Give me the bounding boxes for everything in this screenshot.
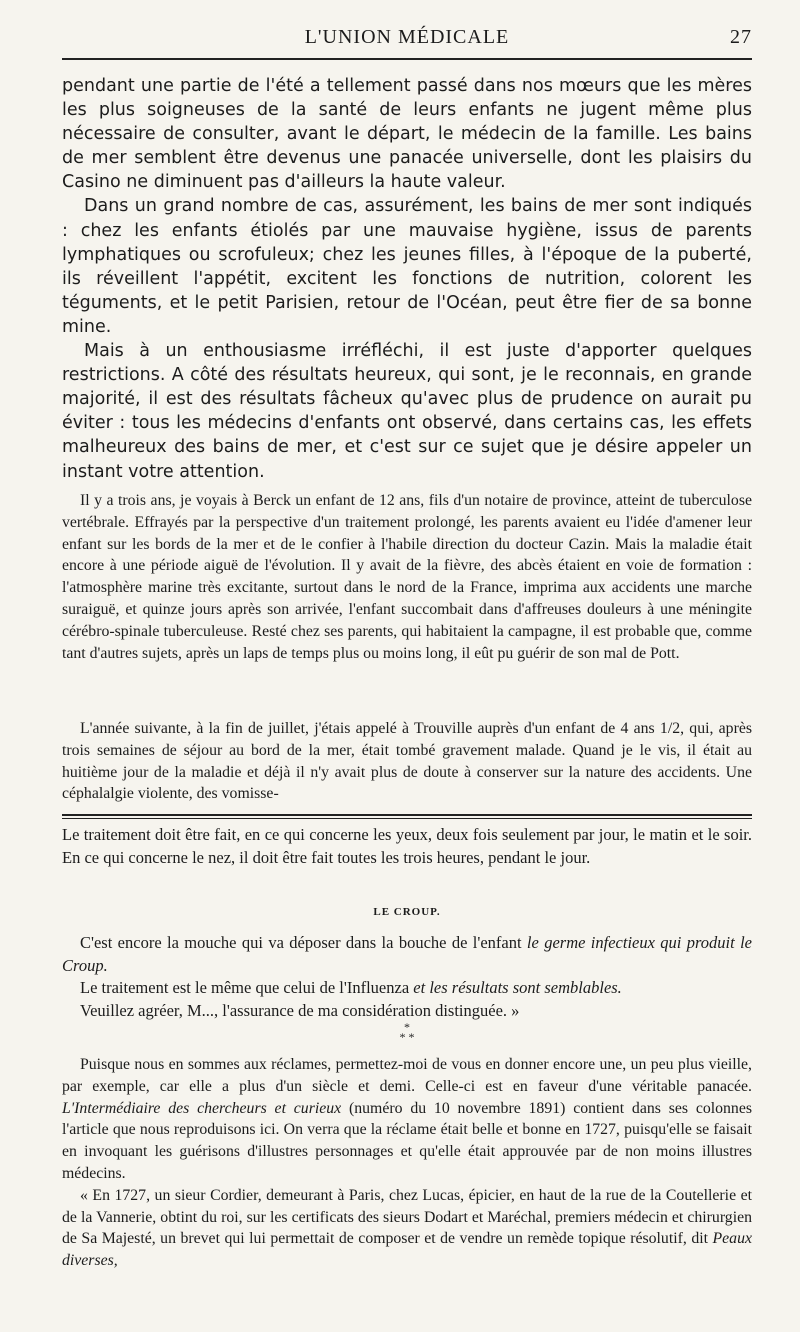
paragraph-3: Mais à un enthousiasme irréfléchi, il est juste d'apporter quelques restrictions. A côté des résultats heureux, qui sont, je le reconnais, en grande majorité, il est des résultats fâcheux qu'avec plus de prudence on aurait pu éviter : tous les médecins d'enfants ont observé, dans certains cas, les effets malheureux des bains de mer, et c'est sur ce sujet que je désire appeler un instant votre attention. xyxy=(62,341,752,482)
running-header xyxy=(62,22,752,52)
header-rule xyxy=(62,58,752,60)
page-number: 27 xyxy=(730,26,752,48)
croup-section xyxy=(62,932,752,1022)
main-article xyxy=(62,74,752,484)
croup-paragraph-2: Le traitement est le même que celui de l'Influenza et les résultats sont semblables. xyxy=(80,978,622,997)
treatment-paragraph: Le traitement doit être fait, en ce qui concerne les yeux, deux fois seulement par jour, le matin et le soir. En ce qui concerne le nez, il doit être fait toutes les trois heures, pendant le jour. xyxy=(62,825,752,867)
asterism-bottom: * * xyxy=(399,1030,415,1044)
case-paragraph-1: Il y a trois ans, je voyais à Berck un enfant de 12 ans, fils d'un notaire de province, atteint de tuberculose vertébrale. Effrayés par la perspective d'un traitement prolongé, les parents avaient eu l'idée d'amener leur enfant sur les bords de la mer et de le confier à l'habile direction du docteur Cazin. Mais la maladie était encore à une période aiguë de l'évolution. Il y avait de la fièvre, des abcès étaient en voie de formation : l'atmosphère marine très excitante, surtout dans le nord de la France, imprima aux accidents une marche suraiguë, et quinze jours après son arrivée, l'enfant succombait dans d'affreuses douleurs à une méningite cérébro-spinale tuberculeuse. Resté chez ses parents, qui habitaient la campagne, il est probable que, comme tant d'autres sujets, après un laps de temps plus ou moins long, il eût pu guérir de son mal de Pott. xyxy=(62,492,752,662)
croup-heading: LE CROUP. xyxy=(373,906,441,918)
feuilleton-rule-top xyxy=(62,814,752,816)
croup-paragraph-3: Veuillez agréer, M..., l'assurance de ma considération distinguée. » xyxy=(80,1000,520,1020)
section-asterism xyxy=(62,1022,752,1042)
panacea-paragraph-2: « En 1727, un sieur Cordier, demeurant à Paris, chez Lucas, épicier, en haut de la rue de la Coutellerie et de la Vannerie, obtint du roi, sur les certificats des sieurs Dodart et Maréchal, premiers médecin et chirurgien de Sa Majesté, un brevet qui lui permettait de composer et de vendre un remède topique résolutif, dit Peaux diverses, xyxy=(62,1186,752,1270)
croup-paragraph-1: C'est encore la mouche qui va déposer dans la bouche de l'enfant le germe infectieux qui produit le Croup. xyxy=(62,933,752,975)
feuilleton-treatment xyxy=(62,824,752,869)
paragraph-2: Dans un grand nombre de cas, assurément, les bains de mer sont indiqués : chez les enfants étiolés par une mauvaise hygiène, issus de parents lymphatiques ou scrofuleux; chez les jeunes filles, à l'époque de la puberté, ils réveillent l'appétit, excitent les fonctions de nutrition, colorent les téguments, et le petit Parisien, retour de l'Océan, peut être fier de sa bonne mine. xyxy=(62,196,752,337)
feuilleton-rule-bottom xyxy=(62,818,752,819)
panacea-section xyxy=(62,1054,752,1272)
case-berck xyxy=(62,490,752,664)
paragraph-1: pendant une partie de l'été a tellement passé dans nos mœurs que les mères les plus soigneuses de la santé de leurs enfants ne jugent même plus nécessaire de consulter, avant le départ, le médecin de la famille. Les bains de mer semblent être devenus une panacée universelle, dont les plaisirs du Casino ne diminuent pas d'ailleurs la haute valeur. xyxy=(62,76,752,193)
case-paragraph-2: L'année suivante, à la fin de juillet, j'étais appelé à Trouville auprès d'un enfant de 4 ans 1/2, qui, après trois semaines de séjour au bord de la mer, était tombé gravement malade. Quand je le vis, il était au huitième jour de la maladie et déjà il n'y avait plus de doute à conserver sur la nature des accidents. Une céphalalgie violente, des vomisse- xyxy=(62,720,752,803)
journal-title: L'UNION MÉDICALE xyxy=(304,26,510,48)
asterism-top: * xyxy=(404,1020,410,1034)
panacea-paragraph-1: Puisque nous en sommes aux réclames, permettez-moi de vous en donner encore une, un peu plus vieille, par exemple, car elle a plus d'un siècle et demi. Celle-ci est en faveur d'une véritable panacée. L'Intermédiaire des chercheurs et curieux (numéro du 10 novembre 1891) contient dans ses colonnes l'article que nous reproduisons ici. On verra que la réclame était belle et bonne en 1727, puisqu'elle se faisait en invoquant les guérisons d'illustres personnages et qu'elle était approuvée par de non moins illustres médecins. xyxy=(62,1056,752,1182)
case-trouville xyxy=(62,718,752,805)
